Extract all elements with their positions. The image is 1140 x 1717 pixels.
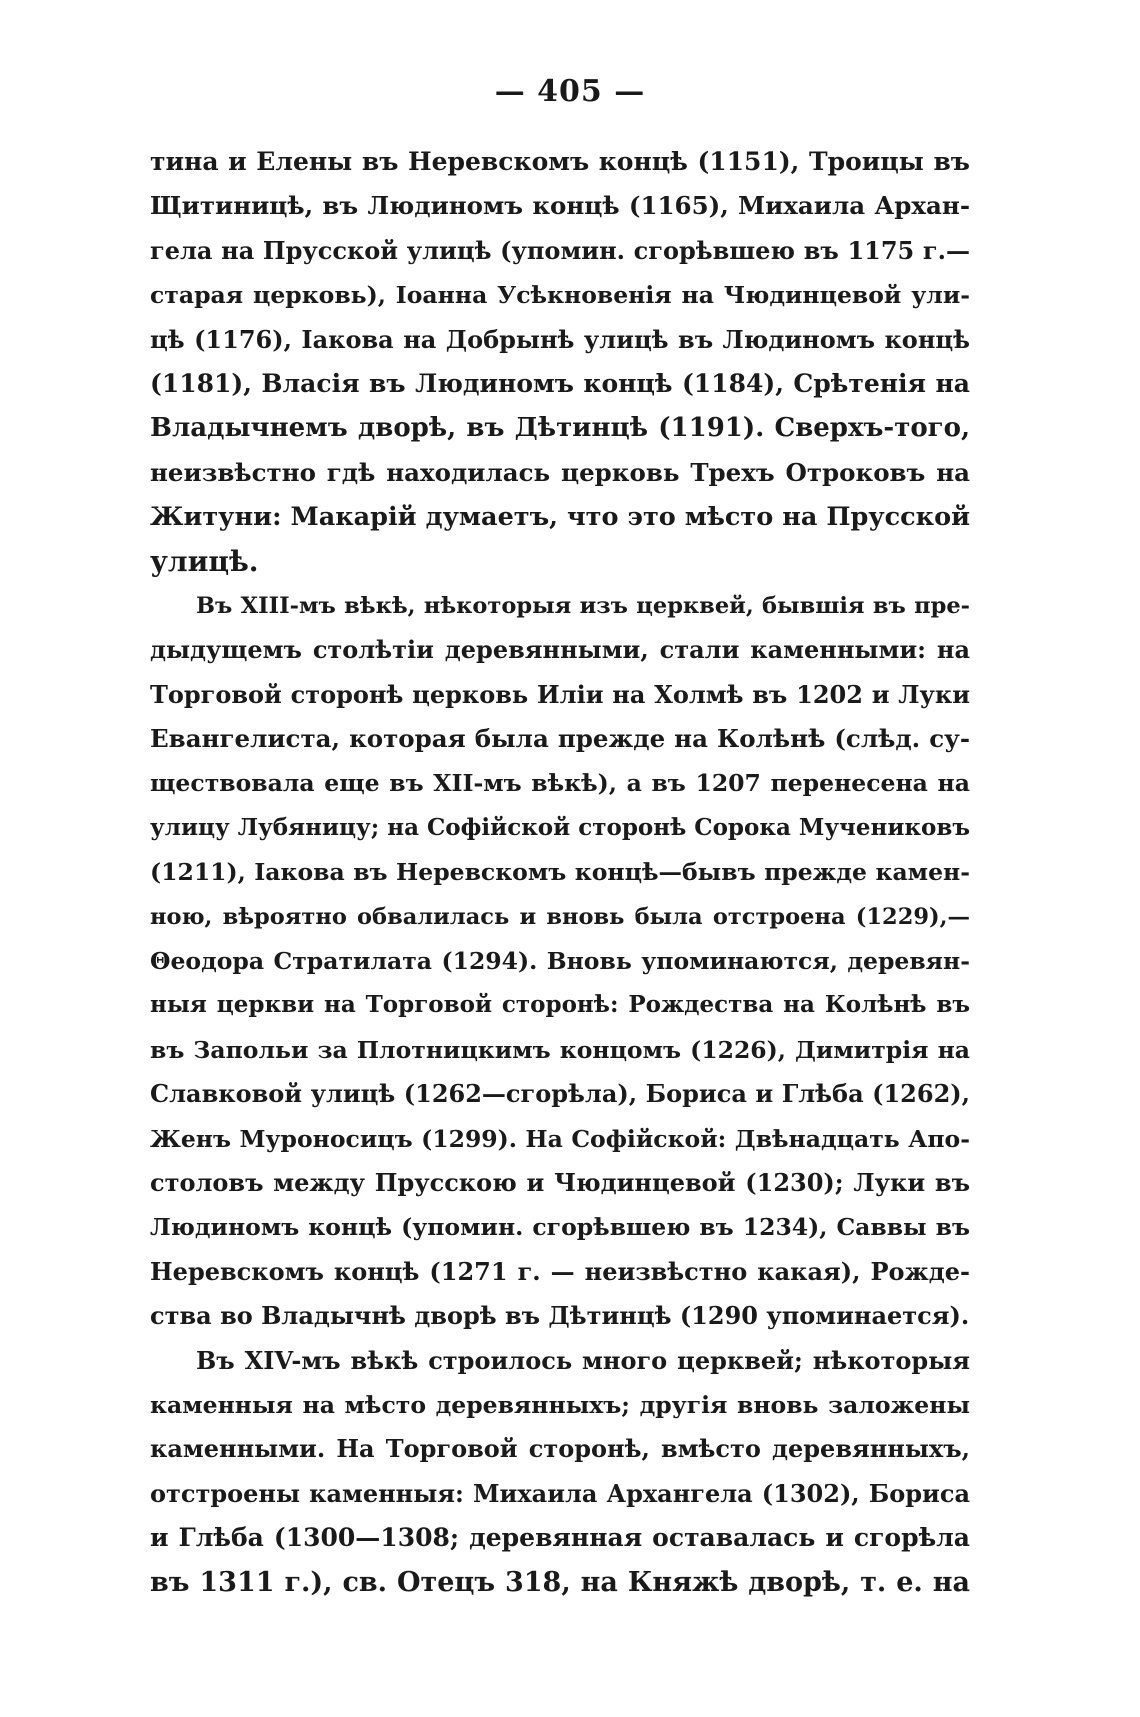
page-number: — 405 — xyxy=(494,74,646,109)
text-line: каменныя на мѣсто деревянныхъ; другія вновь заложены xyxy=(150,1390,970,1419)
text-line: неизвѣстно гдѣ находилась церковь Трехъ Отроковъ на xyxy=(150,457,970,487)
text-line: Θеодора Стратилата (1294). Вновь упоминаются, деревян- xyxy=(150,947,970,976)
text-line: Въ XIV-мъ вѣкѣ строилось много церквей; нѣкоторыя xyxy=(196,1345,970,1375)
text-line: Женъ Муроносицъ (1299). На Софійской: Двѣнадцать Апо- xyxy=(150,1124,970,1153)
text-line: ществовала еще въ XII-мъ вѣкѣ), а въ 1207 перенесена на xyxy=(150,769,970,798)
text-line: отстроены каменныя: Михаила Архангела (1302), Бориса xyxy=(150,1478,970,1508)
text-line: старая церковь), Іоанна Усѣкновенія на Чюдинцевой ули- xyxy=(150,281,970,310)
text-line: ною, вѣроятно обвалилась и вновь была отстроена (1229),— xyxy=(150,903,970,930)
text-line: Щитиницѣ, въ Людиномъ концѣ (1165), Михаила Архан- xyxy=(150,191,970,221)
text-line: Славковой улицѣ (1262—сгорѣла), Бориса и Глѣба (1262), xyxy=(150,1079,970,1109)
text-line: ства во Владычнѣ дворѣ въ Дѣтинцѣ (1290 упоминается). xyxy=(150,1301,970,1331)
text-line: Торговой сторонѣ церковь Иліи на Холмѣ въ 1202 и Луки xyxy=(150,679,970,709)
paragraph xyxy=(150,1339,970,1605)
text-line: столовъ между Прусскою и Чюдинцевой (1230); Луки въ xyxy=(150,1167,970,1197)
text-line: гела на Прусской улицѣ (упомин. сгорѣвшею въ 1175 г.— xyxy=(150,235,970,265)
text-line: тина и Елены въ Неревскомъ концѣ (1151), Троицы въ xyxy=(150,147,970,176)
text-line: Людиномъ концѣ (упомин. сгорѣвшею въ 1234), Саввы въ xyxy=(150,1213,970,1242)
body-text xyxy=(150,140,970,1605)
text-line: ныя церкви на Торговой сторонѣ: Рождества на Колѣнѣ въ xyxy=(150,991,970,1019)
text-line: въ 1311 г.), св. Отецъ 318, на Княжѣ дворѣ, т. е. на xyxy=(150,1566,970,1598)
text-line: (1211), Іакова въ Неревскомъ концѣ—бывъ прежде камен- xyxy=(150,858,970,887)
paragraph xyxy=(150,584,970,1339)
text-line: улицу Лубяницу; на Софійской сторонѣ Сорока Мучениковъ xyxy=(150,813,970,841)
text-line: и Глѣба (1300—1308; деревянная оставалась и сгорѣла xyxy=(150,1523,970,1553)
text-line: цѣ (1176), Іакова на Добрынѣ улицѣ въ Людиномъ концѣ xyxy=(150,324,970,354)
text-line: въ Запольи за Плотницкимъ концомъ (1226), Димитрія на xyxy=(150,1035,970,1064)
text-line: улицѣ. xyxy=(150,544,259,578)
text-line: Житуни: Макарій думаетъ, что это мѣсто на Прусской xyxy=(150,502,970,533)
text-line: Евангелиста, которая была прежде на Колѣнѣ (слѣд. су- xyxy=(150,724,970,754)
text-line: каменными. На Торговой сторонѣ, вмѣсто деревянныхъ, xyxy=(150,1434,970,1464)
text-line: дыдущемъ столѣтіи деревянными, стали каменными: на xyxy=(150,635,970,665)
text-line: Неревскомъ концѣ (1271 г. — неизвѣстно какая), Рожде- xyxy=(150,1256,970,1286)
text-line: (1181), Власія въ Людиномъ концѣ (1184), Срѣтенія на xyxy=(150,368,970,398)
text-line: Владычнемъ дворѣ, въ Дѣтинцѣ (1191). Сверхъ-того, xyxy=(150,413,970,444)
paragraph xyxy=(150,140,970,584)
text-line: Въ XIII-мъ вѣкѣ, нѣкоторыя изъ церквей, бывшія въ пре- xyxy=(196,592,970,619)
